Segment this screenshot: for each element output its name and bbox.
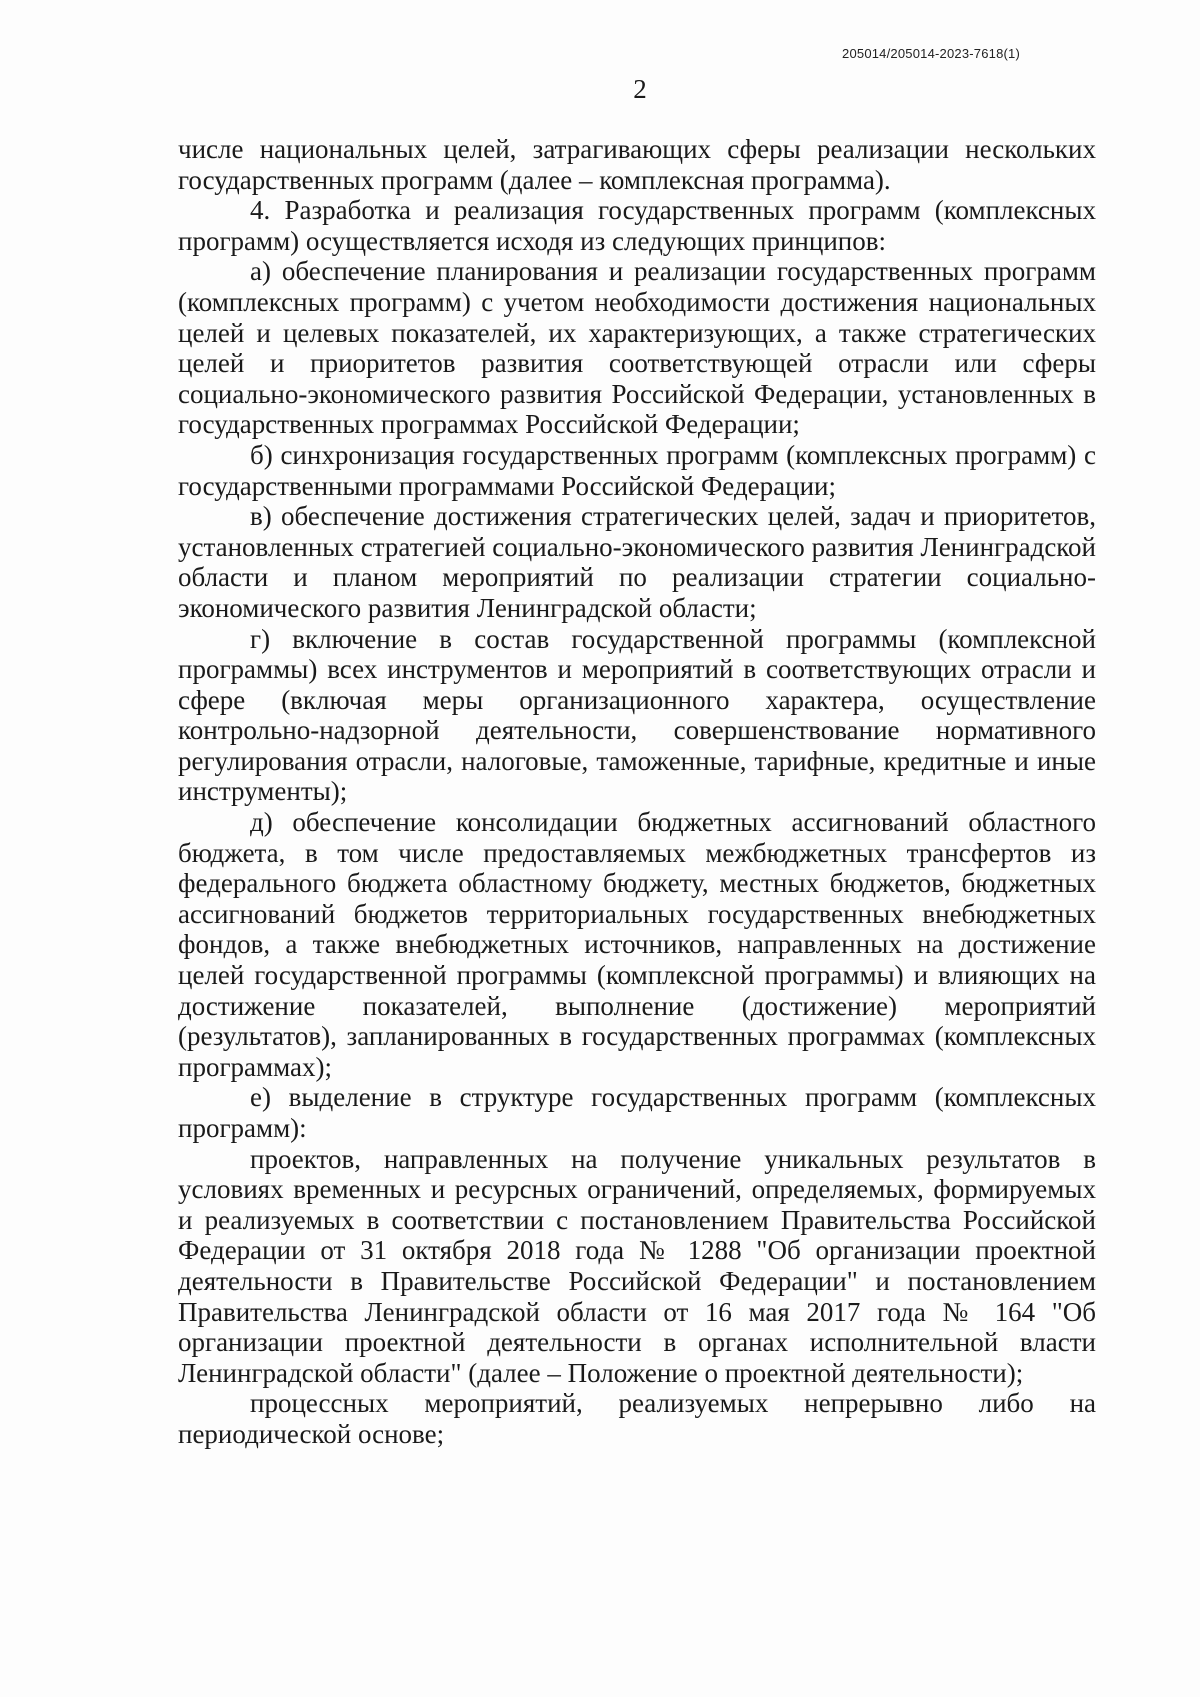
paragraph-continuation: числе национальных целей, затрагивающих сферы реализации нескольких государственных программ (далее – комплексная программа). bbox=[178, 134, 1096, 195]
page-number: 2 bbox=[633, 74, 647, 104]
paragraph-item-4: 4. Разработка и реализация государственных программ (комплексных программ) осуществляется исходя из следующих принципов: bbox=[178, 195, 1096, 256]
paragraph-item-d: д) обеспечение консолидации бюджетных ассигнований областного бюджета, в том числе предоставляемых межбюджетных трансфертов из федерального бюджета областному бюджету, местных бюджетов, бюджетных ассигнований бюджетов территориальных государственных внебюджетных фондов, а также внебюджетных источников, направленных на достижение целей государственной программы (комплексной программы) и влияющих на достижение показателей, выполнение (достижение) мероприятий (результатов), запланированных в государственных программах (комплексных программах); bbox=[178, 807, 1096, 1082]
paragraph-projects: проектов, направленных на получение уникальных результатов в условиях временных и ресурсных ограничений, определяемых, формируемых и реализуемых в соответствии с постановлением Правительства Российской Федерации от 31 октября 2018 года № 1288 "Об организации проектной деятельности в Правительстве Российской Федерации" и постановлением Правительства Ленинградской области от 16 мая 2017 года № 164 "Об организации проектной деятельности в органах исполнительной власти Ленинградской области" (далее – Положение о проектной деятельности); bbox=[178, 1143, 1096, 1388]
paragraph-process-activities: процессных мероприятий, реализуемых непрерывно либо на периодической основе; bbox=[178, 1388, 1096, 1449]
document-body bbox=[178, 134, 1096, 1450]
paragraph-item-v: в) обеспечение достижения стратегических целей, задач и приоритетов, установленных стратегией социально-экономического развития Ленинградской области и планом мероприятий по реализации стратегии социально-экономического развития Ленинградской области; bbox=[178, 501, 1096, 623]
paragraph-item-b: б) синхронизация государственных программ (комплексных программ) с государственными программами Российской Федерации; bbox=[178, 439, 1096, 501]
paragraph-item-a: а) обеспечение планирования и реализации государственных программ (комплексных программ) с учетом необходимости достижения национальных целей и целевых показателей, их характеризующих, а также стратегических целей и приоритетов развития соответствующей отрасли или сферы социально-экономического развития Российской Федерации, установленных в государственных программах Российской Федерации; bbox=[178, 256, 1096, 440]
document-id: 205014/205014-2023-7618(1) bbox=[842, 46, 1020, 61]
paragraph-item-g: г) включение в состав государственной программы (комплексной программы) всех инструментов и мероприятий в соответствующих отрасли и сфере (включая меры организационного характера, осуществление контрольно-надзорной деятельности, совершенствование нормативного регулирования отрасли, налоговые, таможенные, тарифные, кредитные и иные инструменты); bbox=[178, 623, 1096, 807]
paragraph-item-e: е) выделение в структуре государственных программ (комплексных программ): bbox=[178, 1082, 1096, 1143]
